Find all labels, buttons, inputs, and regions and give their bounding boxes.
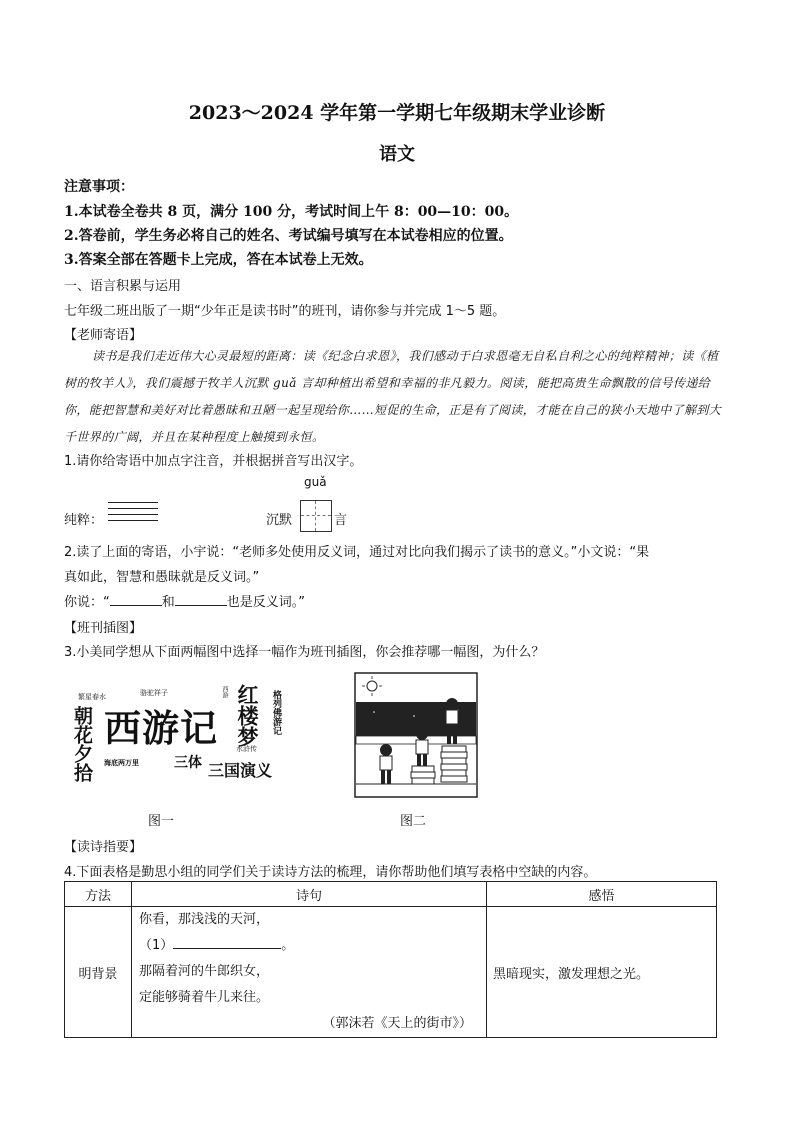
poem-guide-heading: 【读诗指要】 <box>64 840 143 855</box>
q2-text-c: 也是反义词。” <box>226 595 306 610</box>
notice-heading: 注意事项： <box>64 179 134 195</box>
answer-lines[interactable] <box>108 502 158 526</box>
answer-blank[interactable] <box>110 593 162 606</box>
teacher-message-heading: 【老师寄语】 <box>64 328 143 343</box>
wordcloud-word: 骆驼祥子 <box>140 689 168 697</box>
notice-item: 3.答案全部在答题卡上完成，答在本试卷上无效。 <box>64 252 373 268</box>
figure-2-caption: 图二 <box>400 814 427 829</box>
table-header: 感悟 <box>487 882 717 907</box>
table-header: 诗句 <box>132 882 487 907</box>
question-2-line1: 2.读了上面的寄语，小宇说：“老师多处使用反义词，通过对比向我们揭示了读书的意义。”小文说：“果 <box>64 545 650 560</box>
exam-title: 2023～2024 学年第一学期七年级期末学业诊断 <box>188 102 606 124</box>
figure-1-word-cloud <box>68 680 318 790</box>
wordcloud-word: 繁星春水 <box>78 693 106 701</box>
class-pic-heading: 【班刊插图】 <box>64 621 143 636</box>
word1-label: 纯粹： <box>64 513 104 528</box>
wordcloud-word: 西游 <box>221 686 228 698</box>
pinyin-label: guǎ <box>304 475 327 489</box>
question-3: 3.小美同学想从下面两幅图中选择一幅作为班刊插图，你会推荐哪一幅图，为什么？ <box>64 645 545 660</box>
figure-2-illustration <box>354 672 478 798</box>
q2-text-b: 和 <box>161 595 175 610</box>
poem-line: 你看，那浅浅的天河， <box>139 912 270 927</box>
answer-blank[interactable] <box>175 593 227 606</box>
wordcloud-word: 朝花夕拾 <box>71 706 93 782</box>
poem-source: （郭沫若《天上的街市》） <box>322 1016 472 1031</box>
table-header: 方法 <box>65 882 132 907</box>
method-cell: 明背景 <box>65 907 132 1038</box>
notice-item: 2.答卷前，学生务必将自己的姓名、考试编号填写在本试卷相应的位置。 <box>64 228 513 244</box>
answer-blank[interactable] <box>173 936 281 949</box>
q2-text-a: 你说：“ <box>64 595 110 610</box>
notice-item: 1.本试卷全卷共 8 页，满分 100 分，考试时间上午 8：00—10：00。 <box>64 204 519 220</box>
wordcloud-word: 海底两万里 <box>104 759 139 767</box>
tianzi-grid-box[interactable] <box>300 500 332 532</box>
figure-1-caption: 图一 <box>148 814 175 829</box>
wordcloud-word: 三体 <box>174 755 202 771</box>
poem-line: 那隔着河的牛郎织女， <box>139 964 270 979</box>
teacher-message: 读书是我们走近伟大心灵最短的距离：读《纪念白求恩》，我们感动于白求恩毫无自私自利之心的纯粹精神；读《植树的牧羊人》，我们震撼于牧羊人沉默 guǎ 言却种植出希望和幸福的非凡毅力。阅读，能把高贵生命飘散的信号传递给你，能把智慧和美好对比着愚昧和丑陋一起呈现给你……短促的生命，正是有了阅读，才能在自己的狭小天地中了解到大千世界的广阔，并且在某种程度上触摸到永恒。 <box>64 349 722 444</box>
wordcloud-word: 西游记 <box>104 707 218 750</box>
question-4: 4.下面表格是勤思小组的同学们关于读诗方法的梳理，请你帮助他们填写表格中空缺的内容。 <box>64 865 597 880</box>
question-2-line3 <box>64 591 305 610</box>
subject-title: 语文 <box>379 144 415 165</box>
wordcloud-word: 水浒传 <box>236 745 257 753</box>
word2-suffix: 言 <box>334 513 348 528</box>
poem-table <box>64 881 717 1038</box>
poem-cell <box>132 907 487 1038</box>
poem-line: 定能够骑着牛儿来往。 <box>139 990 270 1005</box>
blank-number: （1） <box>139 938 174 953</box>
word2-prefix: 沉默 <box>266 513 293 528</box>
wordcloud-word: 格列佛游记 <box>271 690 281 735</box>
section-heading: 一、语言积累与运用 <box>64 279 182 294</box>
wordcloud-word: 红楼梦 <box>235 684 259 747</box>
section-intro: 七年级二班出版了一期“少年正是读书时”的班刊，请你参与并完成 1～5 题。 <box>64 304 506 319</box>
poem-line-blank: （1） 。 <box>139 938 295 953</box>
wordcloud-word: 三国演义 <box>208 761 273 780</box>
question-2-line2: 真如此，智慧和愚昧就是反义词。” <box>64 570 260 585</box>
question-1: 1.请你给寄语中加点字注音，并根据拼音写出汉字。 <box>64 454 363 469</box>
insight-cell: 黑暗现实，激发理想之光。 <box>487 907 717 1038</box>
